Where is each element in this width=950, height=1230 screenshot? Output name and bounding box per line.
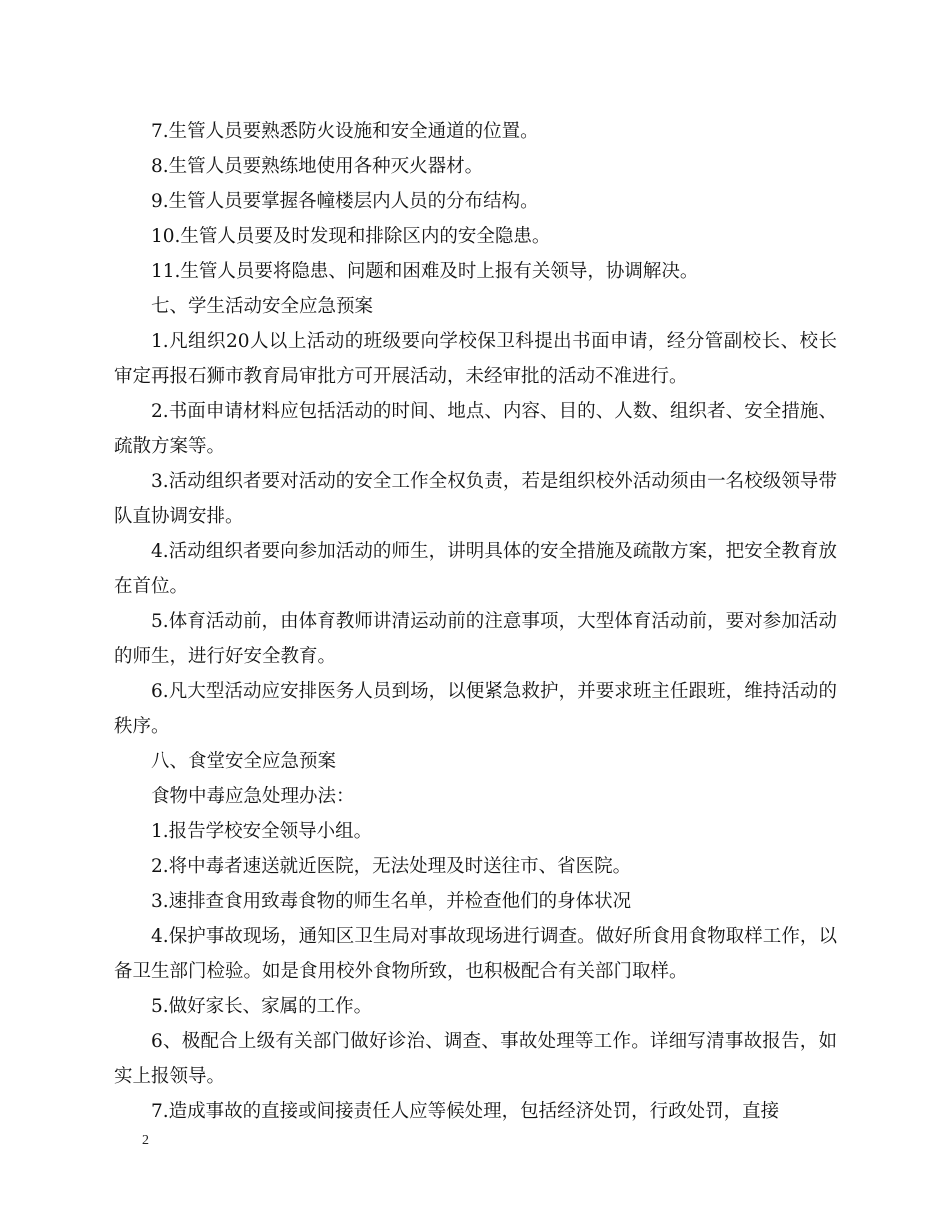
paragraph: 11.生管人员要将隐患、问题和困难及时上报有关领导，协调解决。 [151,261,699,282]
paragraph: 3.活动组织者要对活动的安全工作全权负责，若是组织校外活动须由一名校级领导带队直协调安排。 [114,471,837,527]
paragraph: 2.书面申请材料应包括活动的时间、地点、内容、目的、人数、组织者、安全措施、疏散方案等。 [114,401,837,457]
paragraph: 6、极配合上级有关部门做好诊治、调查、事故处理等工作。详细写清事故报告，如实上报领导。 [114,1031,837,1087]
paragraph: 4.活动组织者要向参加活动的师生，讲明具体的安全措施及疏散方案，把安全教育放在首位。 [114,541,837,597]
paragraph: 7.生管人员要熟悉防火设施和安全通道的位置。 [151,121,539,142]
subheading: 食物中毒应急处理办法： [151,786,355,807]
paragraph: 4.保护事故现场，通知区卫生局对事故现场进行调查。做好所食用食物取样工作，以备卫生部门检验。如是食用校外食物所致，也积极配合有关部门取样。 [114,926,837,982]
paragraph: 6.凡大型活动应安排医务人员到场，以便紧急救护，并要求班主任跟班，维持活动的秩序。 [114,681,837,737]
paragraph: 10.生管人员要及时发现和排除区内的安全隐患。 [151,226,551,247]
paragraph: 2.将中毒者速送就近医院，无法处理及时送往市、省医院。 [151,856,632,877]
section-heading: 七、学生活动安全应急预案 [151,296,374,317]
paragraph: 8.生管人员要熟练地使用各种灭火器材。 [151,156,484,177]
paragraph: 7.造成事故的直接或间接责任人应等候处理，包括经济处罚，行政处罚，直接 [151,1101,780,1122]
paragraph: 3.速排查食用致毒食物的师生名单，并检查他们的身体状况 [151,891,632,912]
paragraph: 1.报告学校安全领导小组。 [151,821,373,842]
paragraph: 5.体育活动前，由体育教师讲清运动前的注意事项，大型体育活动前，要对参加活动的师生，进行好安全教育。 [114,611,837,667]
paragraph: 9.生管人员要掌握各幢楼层内人员的分布结构。 [151,191,539,212]
page-number: 2 [142,1133,149,1148]
paragraph: 1.凡组织20人以上活动的班级要向学校保卫科提出书面申请，经分管副校长、校长审定再报石狮市教育局审批方可开展活动，未经审批的活动不准进行。 [114,331,837,387]
document-body [114,114,837,1129]
section-heading: 八、食堂安全应急预案 [151,751,337,772]
paragraph: 5.做好家长、家属的工作。 [151,996,373,1017]
